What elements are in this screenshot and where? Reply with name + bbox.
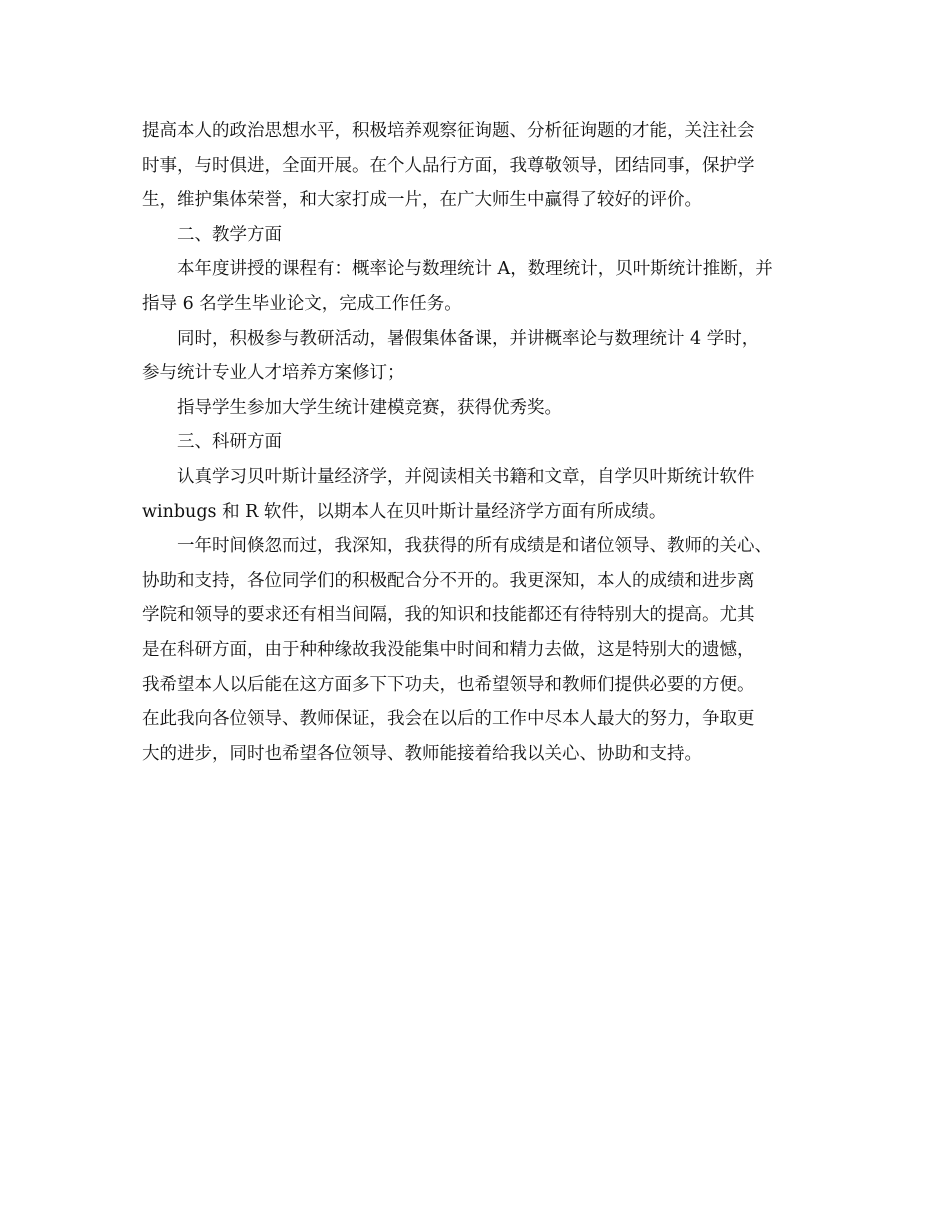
paragraph-line: 本年度讲授的课程有：概率论与数理统计 A，数理统计，贝叶斯统计推断，并: [177, 259, 773, 280]
document-body: [142, 114, 810, 771]
section-heading-teaching: 二、教学方面: [177, 224, 282, 245]
paragraph-line: 认真学习贝叶斯计量经济学，并阅读相关书籍和文章，自学贝叶斯统计软件: [177, 466, 755, 487]
paragraph-line: 一年时间倏忽而过，我深知，我获得的所有成绩是和诸位领导、教师的关心、: [177, 536, 772, 557]
paragraph-line: 指导学生参加大学生统计建模竞赛，获得优秀奖。: [177, 397, 562, 418]
paragraph-line: 时事，与时俱进，全面开展。在个人品行方面，我尊敬领导，团结同事，保护学: [142, 155, 755, 176]
paragraph-line: 参与统计专业人才培养方案修订；: [142, 363, 405, 384]
paragraph-line: 生，维护集体荣誉，和大家打成一片，在广大师生中赢得了较好的评价。: [142, 190, 702, 211]
paragraph-line: 大的进步，同时也希望各位领导、教师能接着给我以关心、协助和支持。: [142, 743, 702, 764]
paragraph-line: 在此我向各位领导、教师保证，我会在以后的工作中尽本人最大的努力，争取更: [142, 709, 755, 730]
paragraph-line: 同时，积极参与教研活动，暑假集体备课，并讲概率论与数理统计 4 学时，: [177, 328, 760, 349]
paragraph-line: 协助和支持，各位同学们的积极配合分不开的。我更深知，本人的成绩和进步离: [142, 570, 755, 591]
paragraph-line: 提高本人的政治思想水平，积极培养观察征询题、分析征询题的才能，关注社会: [142, 121, 755, 141]
paragraph-line: 学院和领导的要求还有相当间隔，我的知识和技能都还有待特别大的提高。尤其: [142, 605, 755, 626]
section-heading-research: 三、科研方面: [177, 432, 282, 453]
paragraph-line: 指导 6 名学生毕业论文，完成工作任务。: [142, 293, 462, 314]
paragraph-line: 我希望本人以后能在这方面多下下功夫，也希望领导和教师们提供必要的方便。: [142, 674, 755, 695]
paragraph-line: 是在科研方面，由于种种缘故我没能集中时间和精力去做，这是特别大的遗憾，: [142, 639, 755, 660]
paragraph-line: winbugs 和 R 软件，以期本人在贝叶斯计量经济学方面有所成绩。: [142, 501, 667, 522]
